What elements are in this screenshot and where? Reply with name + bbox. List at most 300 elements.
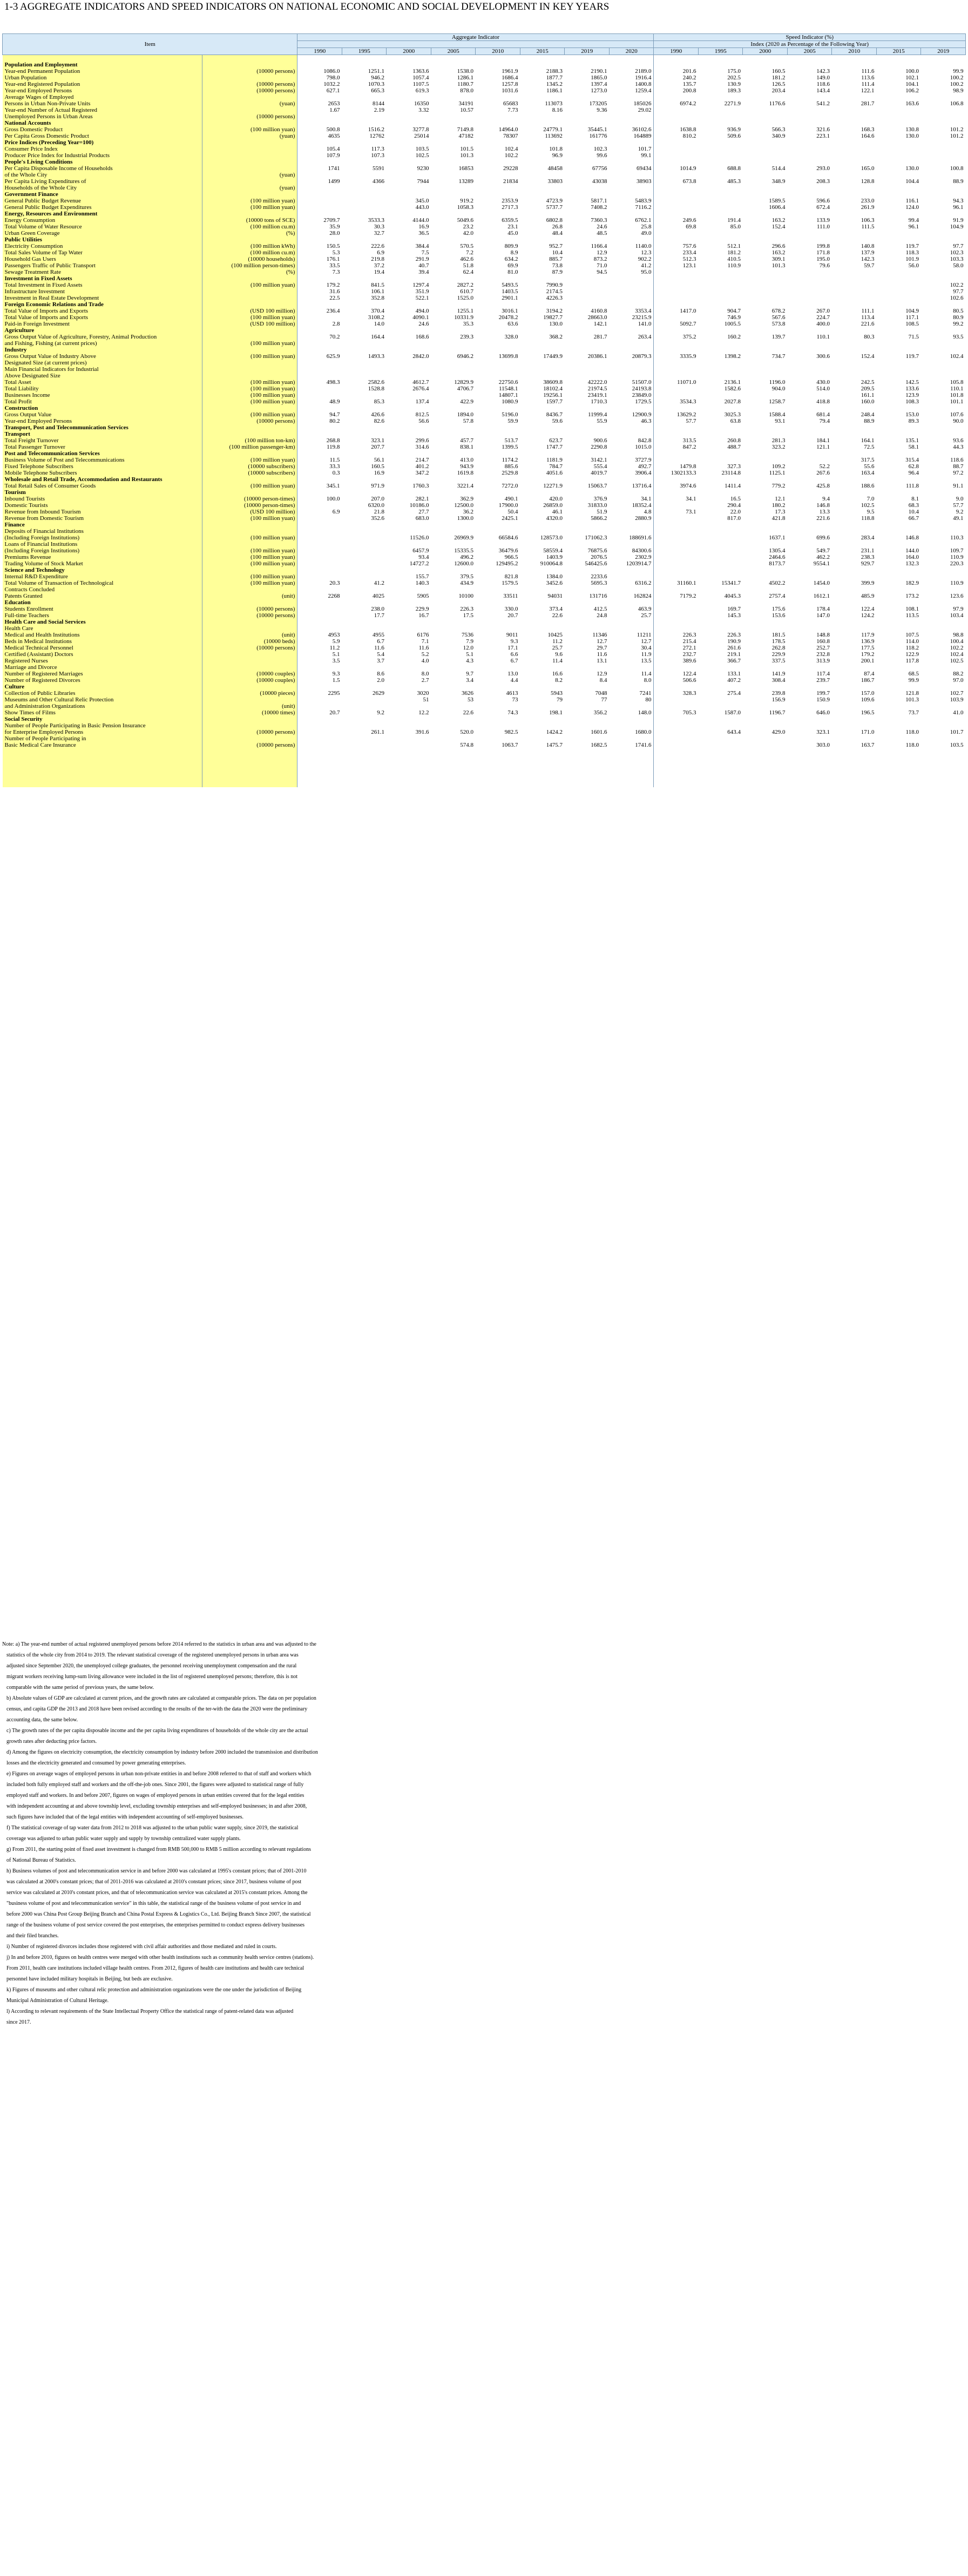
aggregate-value: 1.67 (329, 107, 340, 113)
value-cell (832, 431, 877, 437)
aggregate-value: 982.5 (504, 729, 518, 735)
speed-value: 1637.1 (769, 535, 786, 541)
value-cell (520, 424, 565, 431)
speed-value: 4502.2 (769, 580, 786, 586)
speed-value (876, 528, 921, 535)
item-label: Deposits of Financial Institutions (3, 528, 202, 535)
item-label: Consumer Price Index (3, 146, 202, 152)
speed-value: 181.2 (727, 249, 741, 256)
speed-value: 418.8 (816, 398, 830, 405)
value-cell (876, 424, 921, 431)
speed-value: 171.8 (816, 249, 830, 256)
speed-value: 541.2 (816, 100, 830, 107)
speed-value: 509.6 (727, 133, 741, 139)
aggregate-value (476, 94, 520, 100)
aggregate-value: 11211 (637, 632, 652, 638)
speed-value: 328.3 (654, 690, 699, 697)
unit-cell (202, 211, 297, 217)
aggregate-value: 352.8 (371, 295, 384, 301)
aggregate-value: 971.9 (371, 483, 384, 489)
aggregate-value (476, 340, 520, 347)
aggregate-value: 32.7 (374, 230, 384, 236)
speed-value (876, 625, 921, 632)
aggregate-value: 18102.4 (543, 386, 563, 392)
aggregate-value: 3906.4 (635, 470, 652, 476)
value-cell (654, 476, 699, 483)
note-line: service was calculated at 2010's constant prices, and that of telecommunication service was calculated at 2015's constant prices. Among the (6, 1890, 308, 1896)
speed-value: 232.8 (816, 651, 830, 658)
aggregate-value (387, 742, 431, 748)
value-cell (297, 476, 342, 483)
aggregate-value (387, 94, 431, 100)
value-cell (787, 476, 832, 483)
aggregate-value: 13699.8 (498, 353, 518, 360)
aggregate-value (565, 722, 610, 729)
speed-value (743, 282, 788, 288)
value-cell (520, 567, 565, 573)
speed-value (921, 528, 966, 535)
section-row (3, 301, 966, 308)
spacer-row (3, 768, 966, 774)
item-label: Total Freight Turnover (3, 437, 202, 444)
value-cell (565, 62, 610, 68)
aggregate-value: 48.4 (552, 230, 563, 236)
aggregate-value: 1682.5 (591, 742, 607, 748)
aggregate-value: 13.1 (597, 658, 607, 664)
speed-value (787, 360, 832, 366)
value-cell (520, 599, 565, 606)
aggregate-value (565, 664, 610, 671)
value-cell (654, 619, 699, 625)
item-label: Year-end Number of Actual Registered (3, 107, 202, 113)
aggregate-value: 137.4 (415, 398, 429, 405)
speed-value (832, 113, 877, 120)
speed-value: 421.8 (771, 515, 786, 522)
table-row (3, 528, 966, 535)
value-cell (921, 619, 966, 625)
speed-value (698, 113, 743, 120)
aggregate-value: 1273.0 (591, 87, 607, 94)
aggregate-value: 11.9 (641, 651, 652, 658)
value-cell (431, 716, 476, 722)
value-cell (431, 476, 476, 483)
aggregate-value (431, 703, 476, 709)
speed-value: 189.3 (727, 87, 741, 94)
aggregate-value: 10425 (547, 632, 563, 638)
aggregate-value: 46.3 (641, 418, 652, 424)
value-cell (297, 684, 342, 690)
item-label: Year-end Permanent Population (3, 68, 202, 75)
aggregate-value (431, 172, 476, 178)
aggregate-value: 3626 (461, 690, 473, 697)
aggregate-value: 2676.4 (412, 386, 429, 392)
speed-value: 779.2 (771, 483, 786, 489)
speed-value (832, 735, 877, 742)
aggregate-value: 164889 (633, 133, 652, 139)
speed-value (743, 373, 788, 379)
speed-value: 140.8 (861, 243, 875, 249)
aggregate-value (609, 573, 654, 580)
aggregate-value (297, 340, 342, 347)
speed-value: 118.6 (950, 457, 964, 463)
unit-cell (202, 450, 297, 457)
unit-label: (100 million cu.m) (202, 249, 297, 256)
item-label: Domestic Tourists (3, 502, 202, 509)
speed-value: 182.9 (905, 580, 919, 586)
speed-value (654, 107, 699, 113)
speed-value: 202.5 (727, 75, 741, 81)
speed-value: 293.0 (816, 165, 830, 172)
aggregate-value: 176.1 (326, 256, 340, 262)
item-label: Health Care (3, 625, 202, 632)
speed-value (787, 573, 832, 580)
aggregate-value: 11346 (592, 632, 607, 638)
speed-value: 101.9 (905, 256, 919, 262)
value-cell (698, 347, 743, 353)
aggregate-value (431, 722, 476, 729)
item-cell (3, 761, 202, 768)
table-row (3, 146, 966, 152)
aggregate-value: 12600.0 (454, 560, 473, 567)
speed-value: 31160.1 (654, 580, 699, 586)
speed-value: 97.2 (953, 470, 964, 476)
aggregate-value: 59.6 (552, 418, 563, 424)
value-cell (387, 55, 431, 62)
aggregate-value (565, 625, 610, 632)
aggregate-value: 910064.8 (540, 560, 563, 567)
unit-label: (100 million yuan) (202, 547, 297, 554)
aggregate-value (297, 625, 342, 632)
aggregate-value: 24779.1 (543, 126, 563, 133)
aggregate-value: 1080.9 (502, 398, 518, 405)
item-label: Per Capita Living Expenditures of (3, 178, 202, 185)
speed-value (921, 586, 966, 593)
speed-value (698, 625, 743, 632)
aggregate-value: 2290.8 (591, 444, 607, 450)
aggregate-value: 330.0 (504, 606, 518, 612)
subsection-title: Transport (3, 431, 202, 437)
aggregate-value: 2.0 (377, 677, 384, 684)
table-row (3, 625, 966, 632)
speed-value: 281.3 (771, 437, 786, 444)
speed-value: 108.1 (905, 606, 919, 612)
aggregate-value: 463.9 (638, 606, 652, 612)
aggregate-value (431, 392, 476, 398)
table-row (3, 444, 966, 450)
aggregate-value: 619.3 (415, 87, 429, 94)
speed-value: 97.7 (953, 288, 964, 295)
item-label: Above Designated Size (3, 373, 202, 379)
aggregate-value (297, 535, 342, 541)
aggregate-value: 238.0 (371, 606, 384, 612)
aggregate-value: 11548.1 (499, 386, 518, 392)
table-row (3, 295, 966, 301)
value-cell (787, 599, 832, 606)
aggregate-value (565, 340, 610, 347)
table-row (3, 133, 966, 139)
speed-value: 1305.4 (769, 547, 786, 554)
speed-value (743, 742, 788, 748)
speed-value: 117.9 (861, 632, 875, 638)
speed-value: 80.3 (864, 334, 875, 340)
aggregate-value (297, 528, 342, 535)
page-title: 1-3 AGGREGATE INDICATORS AND SPEED INDICATORS ON NATIONAL ECONOMIC AND SOCIAL DEVELOPMENT IN KEY YEARS (4, 1, 610, 12)
aggregate-value: 1601.6 (591, 729, 607, 735)
table-row (3, 308, 966, 314)
aggregate-value: 51.8 (463, 262, 473, 269)
speed-value (832, 586, 877, 593)
speed-value: 169.7 (727, 606, 741, 612)
speed-value: 79.6 (819, 262, 830, 269)
aggregate-value (609, 295, 654, 301)
value-cell (476, 599, 520, 606)
aggregate-value: 11.4 (641, 671, 652, 677)
speed-value: 122.4 (654, 671, 699, 677)
aggregate-value: 35.9 (329, 224, 340, 230)
aggregate-value: 1760.3 (412, 483, 429, 489)
table-row (3, 677, 966, 684)
aggregate-value: 101.5 (460, 146, 473, 152)
aggregate-value: 5817.1 (591, 198, 607, 204)
speed-value (743, 146, 788, 152)
aggregate-value (342, 528, 387, 535)
aggregate-value (431, 340, 476, 347)
table-row (3, 288, 966, 295)
aggregate-year-header: 2005 (431, 48, 476, 55)
aggregate-value: 20.3 (329, 580, 340, 586)
value-cell (565, 139, 610, 146)
speed-value: 122.1 (861, 87, 875, 94)
section-title: Transport, Post and Telecommunication Services (3, 424, 202, 431)
value-cell (609, 327, 654, 334)
value-cell (520, 431, 565, 437)
aggregate-value: 37.2 (374, 262, 384, 269)
value-cell (297, 768, 342, 774)
item-label: Total Sales Volume of Tap Water (3, 249, 202, 256)
value-cell (297, 62, 342, 68)
aggregate-value: 13716.4 (632, 483, 652, 489)
value-cell (387, 781, 431, 787)
speed-value (832, 373, 877, 379)
value-cell (876, 781, 921, 787)
value-cell (921, 120, 966, 126)
unit-label (202, 625, 297, 632)
section-row (3, 211, 966, 217)
aggregate-value: 12271.9 (543, 483, 563, 489)
table-row (3, 658, 966, 664)
aggregate-value: 23419.1 (587, 392, 607, 398)
speed-value: 97.7 (953, 243, 964, 249)
value-cell (921, 211, 966, 217)
speed-value (832, 94, 877, 100)
unit-label: (10000 couples) (202, 677, 297, 684)
value-cell (787, 139, 832, 146)
value-cell (832, 684, 877, 690)
aggregate-value: 838.1 (460, 444, 473, 450)
aggregate-value: 40.7 (418, 262, 429, 269)
unit-label: (100 million ton-km) (202, 437, 297, 444)
speed-value (698, 554, 743, 560)
aggregate-value: 103.5 (415, 146, 429, 152)
value-cell (297, 748, 342, 755)
value-cell (476, 489, 520, 496)
aggregate-value (342, 392, 387, 398)
value-cell (520, 684, 565, 690)
speed-value (743, 528, 788, 535)
speed-value: 104.4 (905, 178, 919, 185)
item-label: Contracts Concluded (3, 586, 202, 593)
unit-label (202, 360, 297, 366)
item-label: Per Capita Disposable Income of Households (3, 165, 202, 172)
aggregate-value (476, 625, 520, 632)
value-cell (832, 62, 877, 68)
aggregate-value: 1181.9 (546, 457, 563, 463)
value-cell (520, 405, 565, 411)
speed-value: 1606.4 (769, 204, 786, 211)
item-label: Internal R&D Expenditure (3, 573, 202, 580)
value-cell (431, 301, 476, 308)
aggregate-value: 41.2 (641, 262, 652, 269)
aggregate-value: 1538.0 (457, 68, 473, 75)
speed-value: 232.7 (654, 651, 699, 658)
speed-value: 9.5 (867, 509, 875, 515)
aggregate-value: 130.0 (549, 321, 563, 327)
unit-label: (10000 persons) (202, 87, 297, 94)
speed-value: 135.1 (905, 437, 919, 444)
section-title: Health Care and Social Services (3, 619, 202, 625)
speed-value (743, 113, 788, 120)
aggregate-value: 2901.1 (502, 295, 518, 301)
aggregate-value: 173205 (589, 100, 607, 107)
aggregate-value (609, 360, 654, 366)
item-label: Designated Size (at current prices) (3, 360, 202, 366)
aggregate-value: 25.7 (552, 645, 563, 651)
aggregate-value: 2842.0 (412, 353, 429, 360)
value-cell (921, 761, 966, 768)
speed-value (876, 146, 921, 152)
value-cell (297, 120, 342, 126)
section-title: Price Indices (Preceding Year=100) (3, 139, 202, 146)
speed-value (787, 288, 832, 295)
table-row (3, 541, 966, 547)
speed-value (876, 172, 921, 178)
speed-value (698, 340, 743, 347)
item-label: Average Wages of Employed (3, 94, 202, 100)
speed-value: 327.3 (727, 463, 741, 470)
speed-value: 199.7 (816, 690, 830, 697)
aggregate-value: 1345.2 (546, 81, 563, 87)
unit-label: (10000 person-times) (202, 496, 297, 502)
aggregate-value (565, 295, 610, 301)
unit-label: (yuan) (202, 133, 297, 139)
value-cell (832, 619, 877, 625)
speed-value: 101.3 (771, 262, 786, 269)
speed-value: 118.2 (905, 645, 919, 651)
aggregate-value (342, 94, 387, 100)
unit-label: (100 million yuan) (202, 483, 297, 489)
speed-value (743, 152, 788, 159)
speed-value (654, 172, 699, 178)
aggregate-value: 140.3 (415, 580, 429, 586)
aggregate-value: 1251.1 (368, 68, 384, 75)
aggregate-value: 347.2 (415, 470, 429, 476)
speed-value (698, 107, 743, 113)
aggregate-value: 2174.5 (546, 288, 563, 295)
value-cell (609, 211, 654, 217)
speed-value (654, 198, 699, 204)
value-cell (698, 619, 743, 625)
aggregate-value: 2302.9 (635, 554, 652, 560)
aggregate-value: 352.6 (371, 515, 384, 522)
value-cell (476, 567, 520, 573)
value-cell (743, 301, 788, 308)
speed-value: 59.7 (864, 262, 875, 269)
aggregate-value (476, 360, 520, 366)
aggregate-value (609, 288, 654, 295)
aggregate-value: 36.5 (418, 230, 429, 236)
value-cell (520, 62, 565, 68)
value-cell (654, 347, 699, 353)
speed-value: 400.0 (816, 321, 830, 327)
speed-value: 220.3 (950, 560, 964, 567)
value-cell (520, 120, 565, 126)
speed-value: 126.5 (771, 81, 786, 87)
speed-value: 110.9 (950, 580, 964, 586)
speed-value (654, 742, 699, 748)
aggregate-value (520, 172, 565, 178)
value-cell (476, 139, 520, 146)
table-row (3, 68, 966, 75)
speed-value (654, 366, 699, 373)
speed-value: 88.2 (953, 671, 964, 677)
aggregate-value: 236.4 (326, 308, 340, 314)
aggregate-value: 56.6 (418, 418, 429, 424)
speed-value (743, 295, 788, 301)
aggregate-value: 66584.6 (498, 535, 518, 541)
speed-value: 102.6 (950, 295, 964, 301)
value-cell (787, 450, 832, 457)
value-cell (876, 120, 921, 126)
speed-value: 163.2 (771, 217, 786, 224)
aggregate-value (342, 722, 387, 729)
value-cell (476, 755, 520, 761)
aggregate-value: 420.0 (549, 496, 563, 502)
aggregate-value (520, 722, 565, 729)
unit-label: (100 million yuan) (202, 457, 297, 463)
speed-value (654, 502, 699, 509)
value-cell (476, 211, 520, 217)
value-cell (565, 347, 610, 353)
value-cell (297, 489, 342, 496)
value-cell (609, 347, 654, 353)
speed-value: 49.1 (953, 515, 964, 522)
aggregate-value: 3.4 (466, 677, 473, 684)
aggregate-value: 35.3 (463, 321, 473, 327)
speed-value: 173.2 (905, 593, 919, 599)
aggregate-value: 413.0 (460, 457, 473, 463)
speed-value (698, 697, 743, 703)
value-cell (698, 450, 743, 457)
aggregate-value (520, 113, 565, 120)
speed-value (698, 366, 743, 373)
item-label: Businesses Income (3, 392, 202, 398)
aggregate-value: 63.6 (507, 321, 518, 327)
speed-value (876, 288, 921, 295)
unit-label: (100 million passenger-km) (202, 444, 297, 450)
speed-value (921, 735, 966, 742)
speed-value: 122.4 (861, 606, 875, 612)
speed-value: 130.0 (905, 133, 919, 139)
